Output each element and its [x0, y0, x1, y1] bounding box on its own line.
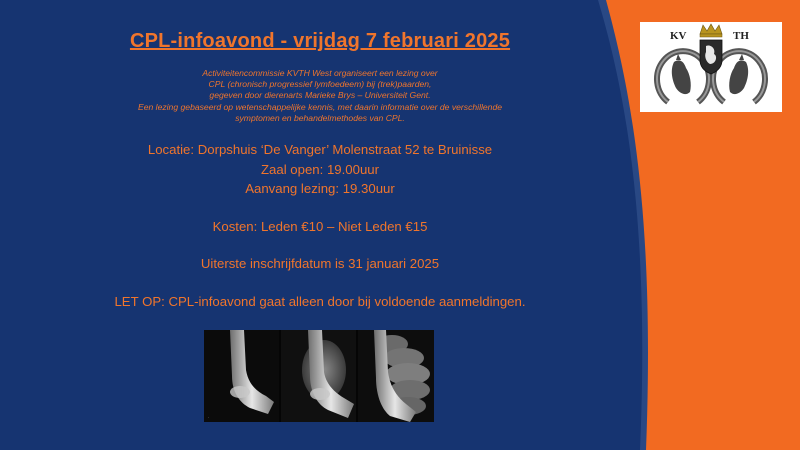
lion-shield-icon — [700, 40, 722, 74]
intro-line: symptomen en behandelmethodes van CPL. — [235, 112, 405, 123]
deadline-text: Uiterste inschrijfdatum is 31 januari 2025 — [200, 256, 440, 272]
logo-letters-right: TH — [733, 30, 749, 42]
xray-panel — [358, 330, 434, 422]
svg-text:.: . — [208, 414, 210, 420]
intro-line: Activiteitencommissie KVTH West organiseert een lezing over — [202, 68, 438, 78]
intro-line: CPL (chronisch progressief lymfoedeem) bij (trek)paarden, — [208, 79, 432, 90]
kvth-emblem — [640, 22, 782, 112]
event-title: CPL-infoavond - vrijdag 7 februari 2025 — [129, 30, 511, 52]
xray-panel — [281, 330, 356, 422]
start-time-text: Aanvang lezing: 19.30uur — [245, 181, 395, 197]
intro-text — [40, 68, 600, 124]
notice-text: LET OP: CPL-infoavond gaat alleen door bij voldoende aanmeldingen. — [114, 293, 526, 309]
kvth-logo — [640, 22, 782, 112]
costs-text: Kosten: Leden €10 – Niet Leden €15 — [212, 218, 428, 234]
xray-images — [204, 330, 434, 422]
event-announcement — [40, 28, 600, 311]
doors-open-text: Zaal open: 19.00uur — [260, 161, 380, 177]
intro-line: Een lezing gebaseerd op wetenschappelijke kennis, met daarin informatie over de verschillende — [137, 101, 503, 112]
crown-icon — [700, 24, 722, 37]
location-text: Locatie: Dorpshuis ‘De Vanger’ Molenstraat 52 te Bruinisse — [147, 142, 493, 158]
logo-letters-left: KV — [670, 30, 687, 42]
event-details — [40, 140, 600, 311]
intro-line: gegeven door dierenarts Marieke Brys – Universiteit Gent. — [209, 90, 431, 101]
xray-panel — [204, 330, 279, 422]
